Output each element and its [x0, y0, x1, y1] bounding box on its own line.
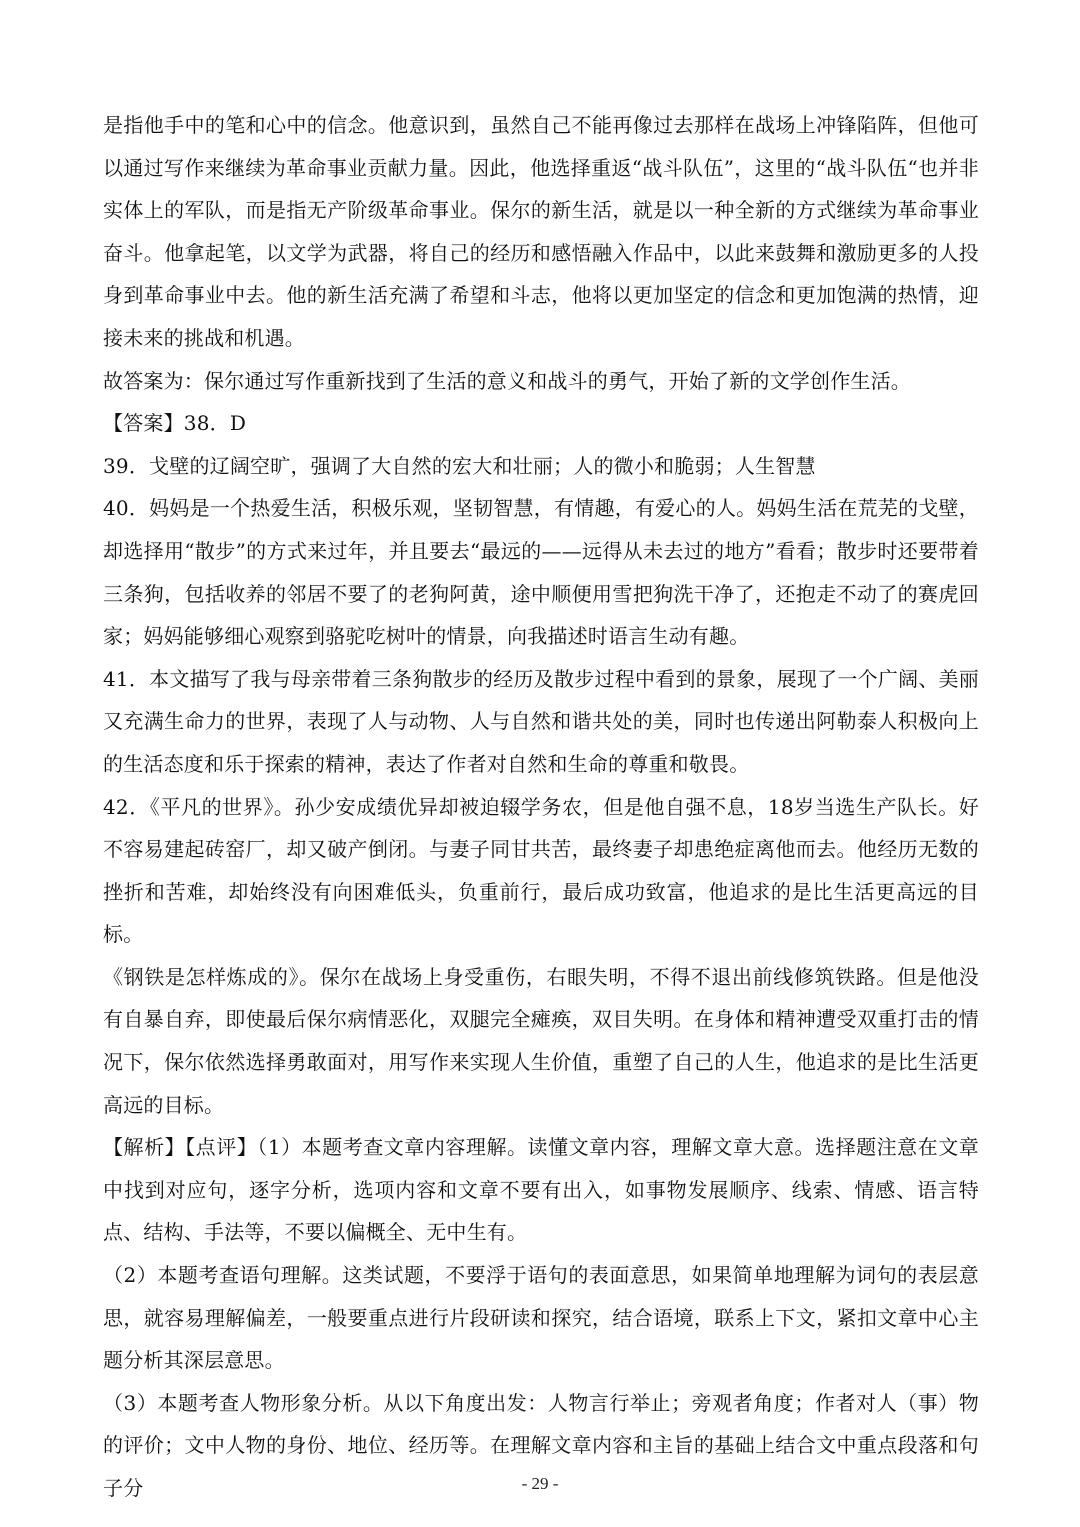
- paragraph-analysis-2: （2）本题考查语句理解。这类试题，不要浮于语句的表面意思，如果简单地理解为词句的表层意思，就容易理解偏差，一般要重点进行片段研读和探究，结合语境，联系上下文，紧扣文章中心主题分析其深层意思。: [103, 1263, 979, 1373]
- paragraph-answer-42-second-book: 《钢铁是怎样炼成的》。保尔在战场上身受重伤，右眼失明，不得不退出前线修筑铁路。但是他没有自暴自弃，即使最后保尔病情恶化，双腿完全瘫痪，双目失明。在身体和精神遭受双重打击的情况下，保尔依然选择勇敢面对，用写作来实现人生价值，重塑了自己的人生，他追求的是比生活更高远的目标。: [103, 964, 979, 1117]
- paragraph-answer-40: 40．妈妈是一个热爱生活，积极乐观，坚韧智慧，有情趣，有爱心的人。妈妈生活在荒芜的戈壁，却选择用“散步”的方式来过年，并且要去“最远的——远得从未去过的地方”看看；散步时还要带着三条狗，包括收养的邻居不要了的老狗阿黄，途中顺便用雪把狗洗干净了，还抱走不动了的赛虎回家；妈妈能够细心观察到骆驼吃树叶的情景，向我描述时语言生动有趣。: [103, 496, 979, 649]
- paragraph-answer-38: 【答案】38．D: [103, 411, 247, 436]
- paragraph-answer-41: 41．本文描写了我与母亲带着三条狗散步的经历及散步过程中看到的景象，展现了一个广阔、美丽又充满生命力的世界，表现了人与动物、人与自然和谐共处的美，同时也传递出阿勒泰人积极向上的生活态度和乐于探索的精神，表达了作者对自然和生命的尊重和敬畏。: [103, 666, 979, 776]
- paragraph-analysis-1: 【解析】【点评】（1）本题考查文章内容理解。读懂文章内容，理解文章大意。选择题注意在文章中找到对应句，逐字分析，选项内容和文章不要有出入，如事物发展顺序、线索、情感、语言特点、结构、手法等，不要以偏概全、无中生有。: [103, 1135, 979, 1245]
- paragraph-answer-42: 42．《平凡的世界》。孙少安成绩优异却被迫辍学务农，但是他自强不息，18岁当选生产队长。好不容易建起砖窑厂，却又破产倒闭。与妻子同甘共苦，最终妻子却患绝症离他而去。他经历无数的挫折和苦难，却始终没有向困难低头，负重前行，最后成功致富，他追求的是比生活更高远的目标。: [103, 794, 979, 947]
- paragraph-answer-summary: 故答案为：保尔通过写作重新找到了生活的意义和战斗的勇气，开始了新的文学创作生活。: [103, 368, 911, 393]
- paragraph-analysis-3: （3）本题考查人物形象分析。从以下角度出发：人物言行举止；旁观者角度；作者对人（事）物的评价；文中人物的身份、地位、经历等。在理解文章内容和主旨的基础上结合文中重点段落和句子分: [103, 1390, 979, 1500]
- paragraph-answer-39: 39．戈壁的辽阔空旷，强调了大自然的宏大和壮丽；人的微小和脆弱；人生智慧: [103, 453, 816, 478]
- page-number: - 29 -: [521, 1474, 559, 1493]
- document-body: [103, 104, 979, 1510]
- paragraph-continuation: 是指他手中的笔和心中的信念。他意识到，虽然自己不能再像过去那样在战场上冲锋陷阵，但他可以通过写作来继续为革命事业贡献力量。因此，他选择重返“战斗队伍”，这里的“战斗队伍“也并非实体上的军队，而是指无产阶级革命事业。保尔的新生活，就是以一种全新的方式继续为革命事业奋斗。他拿起笔，以文学为武器，将自己的经历和感悟融入作品中，以此来鼓舞和激励更多的人投身到革命事业中去。他的新生活充满了希望和斗志，他将以更加坚定的信念和更加饱满的热情，迎接未来的挑战和机遇。: [103, 113, 979, 350]
